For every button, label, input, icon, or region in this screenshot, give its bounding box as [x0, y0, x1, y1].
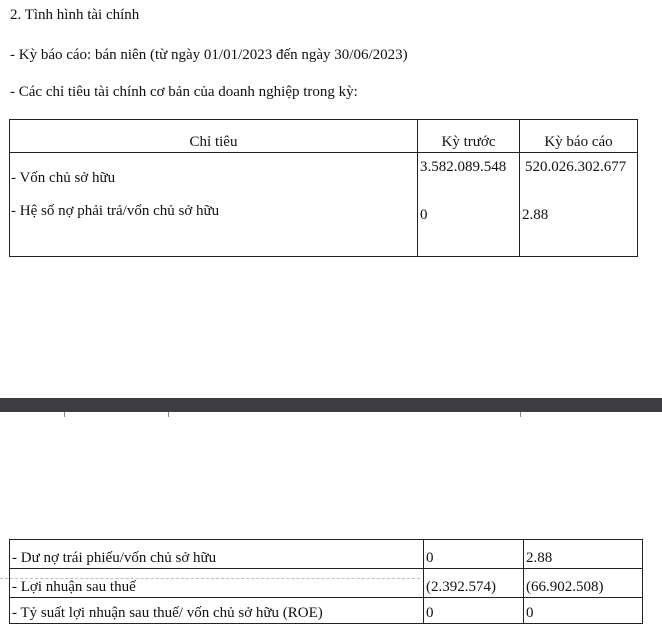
report-period: - Kỳ báo cáo: bán niên (từ ngày 01/01/2023 đến ngày 30/06/2023)	[10, 47, 408, 63]
financial-table-top	[9, 119, 638, 257]
indicator-bond-debt: - Dư nợ trái phiếu/vốn chủ sở hữu	[10, 540, 424, 569]
indicator-roe: - Tỷ suất lợi nhuận sau thuế/ vốn chủ sở hữu (ROE)	[10, 598, 424, 624]
financial-table-bottom	[9, 539, 643, 624]
table-row	[10, 540, 643, 569]
tick-mark	[520, 412, 521, 417]
value-debt-ratio-previous: 0	[420, 207, 428, 223]
header-previous: Kỳ trước	[418, 120, 520, 153]
tick-mark	[168, 412, 169, 417]
value-profit-previous: (2.392.574)	[424, 569, 524, 598]
table-row	[10, 598, 643, 624]
value-equity-current: 520.026.302.677	[525, 159, 627, 175]
tick-mark	[64, 412, 65, 417]
previous-cell	[418, 153, 520, 257]
separator-ticks	[0, 412, 662, 418]
value-roe-current: 0	[524, 598, 643, 624]
table-header-row	[10, 120, 638, 153]
table-row	[10, 569, 643, 598]
indicator-profit-after-tax: - Lợi nhuận sau thuế	[10, 569, 424, 598]
value-bond-debt-previous: 0	[424, 540, 524, 569]
indicator-cell	[10, 153, 418, 257]
table-row	[10, 153, 638, 257]
value-profit-current: (66.902.508)	[524, 569, 643, 598]
value-roe-previous: 0	[424, 598, 524, 624]
section-heading: 2. Tình hình tài chính	[10, 7, 140, 23]
header-current: Kỳ báo cáo	[520, 120, 638, 153]
indicator-equity: - Vốn chủ sở hữu	[11, 170, 116, 186]
current-cell	[520, 153, 638, 257]
header-indicator: Chỉ tiêu	[10, 120, 418, 153]
page-separator	[0, 398, 662, 412]
value-debt-ratio-current: 2.88	[522, 207, 549, 223]
value-equity-previous: 3.582.089.548	[420, 159, 507, 175]
indicator-debt-ratio: - Hệ số nợ phải trả/vốn chủ sở hữu	[11, 203, 220, 219]
intro-text: - Các chỉ tiêu tài chính cơ bản của doanh nghiệp trong kỳ:	[10, 84, 358, 100]
value-bond-debt-current: 2.88	[524, 540, 643, 569]
